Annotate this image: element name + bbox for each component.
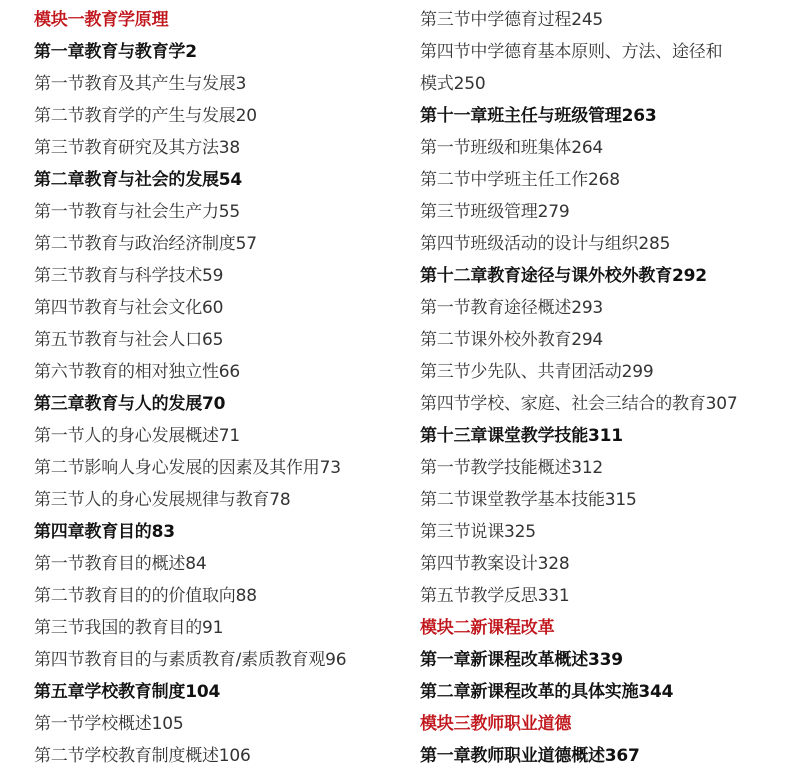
toc-section-heading: 第二节中学班主任工作268	[420, 170, 620, 190]
toc-section-heading: 第二节影响人身心发展的因素及其作用73	[34, 458, 341, 478]
toc-chapter-heading: 第五章学校教育制度104	[34, 682, 221, 702]
toc-chapter-heading: 第四章教育目的83	[34, 522, 175, 542]
toc-left-column	[34, 4, 404, 772]
toc-chapter-heading: 第十三章课堂教学技能311	[420, 426, 623, 446]
toc-chapter-heading: 第十一章班主任与班级管理263	[420, 106, 657, 126]
toc-right-column	[420, 4, 788, 772]
toc-section-heading: 第一节教育及其产生与发展3	[34, 74, 247, 94]
toc-chapter-heading: 第一章教师职业道德概述367	[420, 746, 640, 766]
toc-section-heading: 第二节课堂教学基本技能315	[420, 490, 637, 510]
toc-section-heading: 第二节学校教育制度概述106	[34, 746, 251, 766]
toc-section-heading: 第四节教育目的与素质教育/素质教育观96	[34, 650, 347, 670]
toc-section-heading: 第四节教案设计328	[420, 554, 570, 574]
toc-section-heading: 第四节班级活动的设计与组织285	[420, 234, 671, 254]
toc-chapter-heading: 第二章新课程改革的具体实施344	[420, 682, 674, 702]
toc-section-heading: 第三节我国的教育目的91	[34, 618, 224, 638]
toc-section-heading: 第三节中学德育过程245	[420, 10, 604, 30]
toc-section-heading: 第一节人的身心发展概述71	[34, 426, 241, 446]
toc-section-heading: 第五节教学反思331	[420, 586, 570, 606]
toc-section-heading: 第三节说课325	[420, 522, 536, 542]
toc-section-heading: 第二节教育与政治经济制度57	[34, 234, 257, 254]
toc-section-heading: 第三节班级管理279	[420, 202, 570, 222]
toc-section-heading: 第三节教育研究及其方法38	[34, 138, 241, 158]
toc-section-heading: 第四节教育与社会文化60	[34, 298, 224, 318]
toc-chapter-heading: 第一章新课程改革概述339	[420, 650, 623, 670]
toc-section-heading: 第六节教育的相对独立性66	[34, 362, 241, 382]
toc-section-heading: 第一节教育途径概述293	[420, 298, 604, 318]
toc-section-heading: 第三节少先队、共青团活动299	[420, 362, 654, 382]
toc-section-heading: 第五节教育与社会人口65	[34, 330, 224, 350]
toc-section-heading: 第二节教育学的产生与发展20	[34, 106, 257, 126]
toc-section-heading: 第一节教育与社会生产力55	[34, 202, 241, 222]
toc-section-heading: 第二节教育目的的价值取向88	[34, 586, 257, 606]
toc-module-heading: 模块二新课程改革	[420, 618, 555, 638]
toc-section-heading: 第一节班级和班集体264	[420, 138, 604, 158]
toc-section-heading: 第一节学校概述105	[34, 714, 184, 734]
toc-section-heading: 第三节人的身心发展规律与教育78	[34, 490, 291, 510]
toc-module-heading: 模块三教师职业道德	[420, 714, 572, 734]
toc-module-heading: 模块一教育学原理	[34, 10, 169, 30]
toc-chapter-heading: 第三章教育与人的发展70	[34, 394, 226, 414]
toc-chapter-heading: 第二章教育与社会的发展54	[34, 170, 243, 190]
toc-section-heading: 模式250	[420, 74, 486, 94]
toc-section-heading: 第四节学校、家庭、社会三结合的教育307	[420, 394, 738, 414]
toc-chapter-heading: 第十二章教育途径与课外校外教育292	[420, 266, 707, 286]
toc-chapter-heading: 第一章教育与教育学2	[34, 42, 197, 62]
toc-section-heading: 第一节教学技能概述312	[420, 458, 604, 478]
toc-section-heading: 第三节教育与科学技术59	[34, 266, 224, 286]
toc-section-heading: 第一节教育目的概述84	[34, 554, 207, 574]
toc-section-heading: 第四节中学德育基本原则、方法、途径和	[420, 42, 723, 62]
toc-section-heading: 第二节课外校外教育294	[420, 330, 604, 350]
